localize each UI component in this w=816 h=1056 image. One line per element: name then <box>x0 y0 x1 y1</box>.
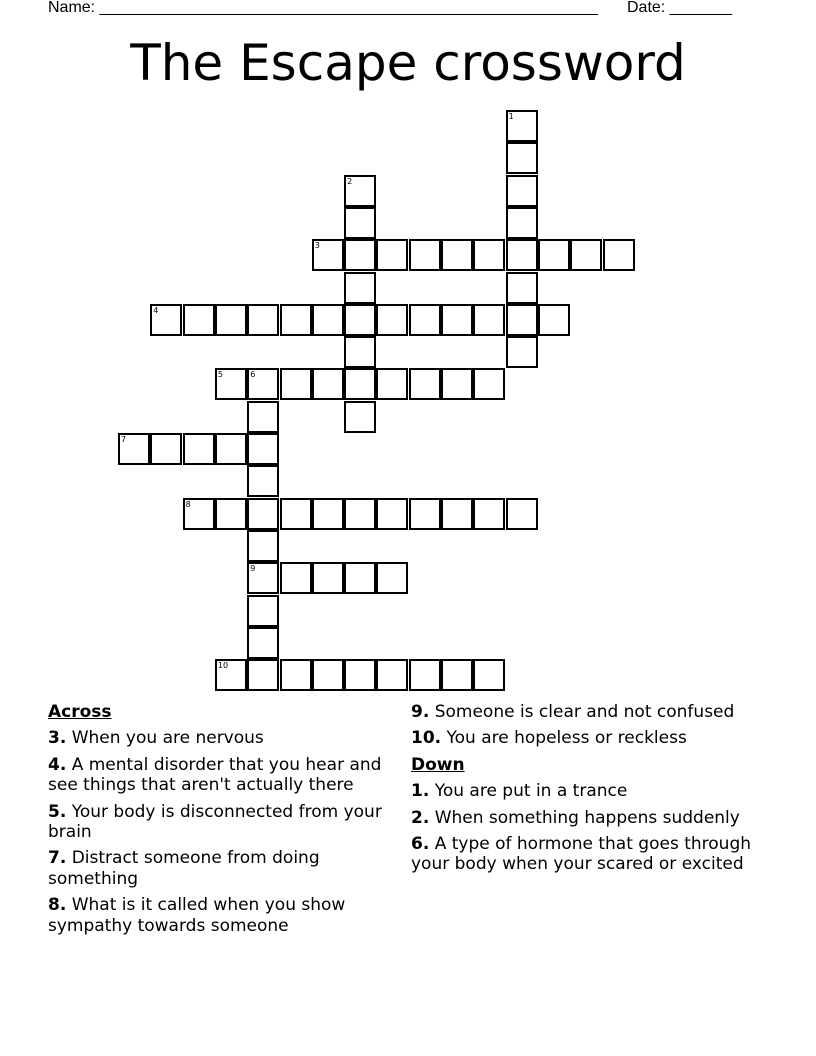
grid-cell[interactable] <box>538 304 570 336</box>
grid-cell[interactable] <box>247 659 279 691</box>
grid-cell[interactable] <box>506 239 538 271</box>
cell-number: 5 <box>217 370 223 380</box>
grid-cell[interactable] <box>247 465 279 497</box>
clue-down-6 <box>411 834 763 875</box>
grid-cell[interactable] <box>344 368 376 400</box>
clue-across-4 <box>48 755 400 796</box>
grid-cell[interactable] <box>376 659 408 691</box>
grid-cell[interactable] <box>506 498 538 530</box>
clue-text: Distract someone from doing something <box>48 848 320 889</box>
cell-number: 4 <box>153 305 159 315</box>
grid-cell[interactable] <box>409 368 441 400</box>
grid-cell[interactable] <box>603 239 635 271</box>
grid-cell[interactable] <box>376 304 408 336</box>
grid-cell[interactable] <box>118 433 150 465</box>
grid-cell[interactable] <box>247 433 279 465</box>
clue-across-3 <box>48 728 400 748</box>
grid-cell[interactable] <box>247 562 279 594</box>
clue-number: 2. <box>411 807 430 828</box>
grid-cell[interactable] <box>312 368 344 400</box>
grid-cell[interactable] <box>215 433 247 465</box>
clue-across-7 <box>48 848 400 889</box>
clue-text: What is it called when you show sympathy towards someone <box>48 895 346 936</box>
grid-cell[interactable] <box>280 562 312 594</box>
clue-across-10 <box>411 728 763 748</box>
name-field-label: Name: ________________________________________________________ <box>48 0 598 16</box>
clue-text: A mental disorder that you hear and see things that aren't actually there <box>48 754 382 796</box>
grid-cell[interactable] <box>376 239 408 271</box>
clue-text: You are hopeless or reckless <box>446 728 687 749</box>
grid-cell[interactable] <box>344 498 376 530</box>
grid-cell[interactable] <box>441 498 473 530</box>
grid-cell[interactable] <box>441 239 473 271</box>
grid-cell[interactable] <box>280 368 312 400</box>
clue-number: 8. <box>48 895 67 916</box>
clue-number: 7. <box>48 848 67 869</box>
grid-cell[interactable] <box>409 304 441 336</box>
date-field-label: Date: _______ <box>627 0 732 16</box>
grid-cell[interactable] <box>247 498 279 530</box>
grid-cell[interactable] <box>312 498 344 530</box>
grid-cell[interactable] <box>215 304 247 336</box>
grid-cell[interactable] <box>506 336 538 368</box>
cell-number: 2 <box>347 176 353 186</box>
cell-number: 8 <box>185 499 191 509</box>
grid-cell[interactable] <box>506 304 538 336</box>
grid-cell[interactable] <box>344 401 376 433</box>
clue-across-5 <box>48 802 400 843</box>
grid-cell[interactable] <box>312 304 344 336</box>
grid-cell[interactable] <box>409 498 441 530</box>
cell-number: 3 <box>314 241 320 251</box>
clues-column-right <box>411 702 763 881</box>
grid-cell[interactable] <box>376 368 408 400</box>
clue-number: 9. <box>411 702 430 722</box>
grid-cell[interactable] <box>247 530 279 562</box>
clue-number: 6. <box>411 834 430 855</box>
grid-cell[interactable] <box>473 304 505 336</box>
clue-number: 3. <box>48 728 67 749</box>
grid-cell[interactable] <box>280 304 312 336</box>
grid-cell[interactable] <box>441 304 473 336</box>
cell-number: 7 <box>121 435 127 444</box>
grid-cell[interactable] <box>473 659 505 691</box>
clue-text: Someone is clear and not confused <box>434 702 735 722</box>
grid-cell[interactable] <box>247 368 279 400</box>
cell-number: 1 <box>508 112 514 121</box>
across-heading: Across <box>48 702 112 722</box>
grid-cell[interactable] <box>506 175 538 207</box>
grid-cell[interactable] <box>344 562 376 594</box>
grid-cell[interactable] <box>183 498 215 530</box>
grid-cell[interactable] <box>215 368 247 400</box>
clue-number: 4. <box>48 754 67 775</box>
grid-cell[interactable] <box>280 659 312 691</box>
grid-cell[interactable] <box>376 562 408 594</box>
grid-cell[interactable] <box>473 498 505 530</box>
clue-number: 1. <box>411 781 430 802</box>
page-title: The Escape crossword <box>130 34 686 92</box>
cell-number: 10 <box>217 661 229 671</box>
grid-cell[interactable] <box>247 595 279 627</box>
clue-down-1 <box>411 781 763 801</box>
clue-across-8 <box>48 895 400 936</box>
grid-cell[interactable] <box>312 562 344 594</box>
cell-number: 9 <box>250 564 256 574</box>
down-heading: Down <box>411 754 465 775</box>
clue-number: 5. <box>48 801 67 822</box>
grid-cell[interactable] <box>150 433 182 465</box>
clue-text: A type of hormone that goes through your body when your scared or excited <box>411 834 752 875</box>
clue-number: 10. <box>411 728 442 749</box>
grid-cell[interactable] <box>312 659 344 691</box>
clue-across-9 <box>411 702 763 722</box>
grid-cell[interactable] <box>538 239 570 271</box>
cell-number: 6 <box>250 370 256 380</box>
grid-cell[interactable] <box>280 498 312 530</box>
grid-cell[interactable] <box>344 336 376 368</box>
grid-cell[interactable] <box>473 239 505 271</box>
grid-cell[interactable] <box>344 304 376 336</box>
clue-text: When something happens suddenly <box>434 807 740 828</box>
clue-text: When you are nervous <box>71 728 264 749</box>
grid-cell[interactable] <box>409 239 441 271</box>
grid-cell[interactable] <box>247 304 279 336</box>
grid-cell[interactable] <box>570 239 602 271</box>
grid-cell[interactable] <box>344 272 376 304</box>
grid-cell[interactable] <box>247 401 279 433</box>
grid-cell[interactable] <box>441 659 473 691</box>
grid-cell[interactable] <box>312 239 344 271</box>
grid-cell[interactable] <box>183 433 215 465</box>
clues-column-left <box>48 702 400 942</box>
grid-cell[interactable] <box>506 110 538 142</box>
clue-text: Your body is disconnected from your brain <box>48 801 382 843</box>
grid-cell[interactable] <box>441 368 473 400</box>
grid-cell[interactable] <box>215 498 247 530</box>
grid-cell[interactable] <box>506 142 538 174</box>
clue-down-2 <box>411 808 763 828</box>
grid-cell[interactable] <box>506 207 538 239</box>
grid-cell[interactable] <box>506 272 538 304</box>
clue-text: You are put in a trance <box>434 781 628 802</box>
grid-cell[interactable] <box>344 659 376 691</box>
grid-cell[interactable] <box>409 659 441 691</box>
grid-cell[interactable] <box>344 175 376 207</box>
grid-cell[interactable] <box>183 304 215 336</box>
grid-cell[interactable] <box>215 659 247 691</box>
grid-cell[interactable] <box>344 207 376 239</box>
grid-cell[interactable] <box>344 239 376 271</box>
grid-cell[interactable] <box>473 368 505 400</box>
grid-cell[interactable] <box>376 498 408 530</box>
grid-cell[interactable] <box>150 304 182 336</box>
grid-cell[interactable] <box>247 627 279 659</box>
